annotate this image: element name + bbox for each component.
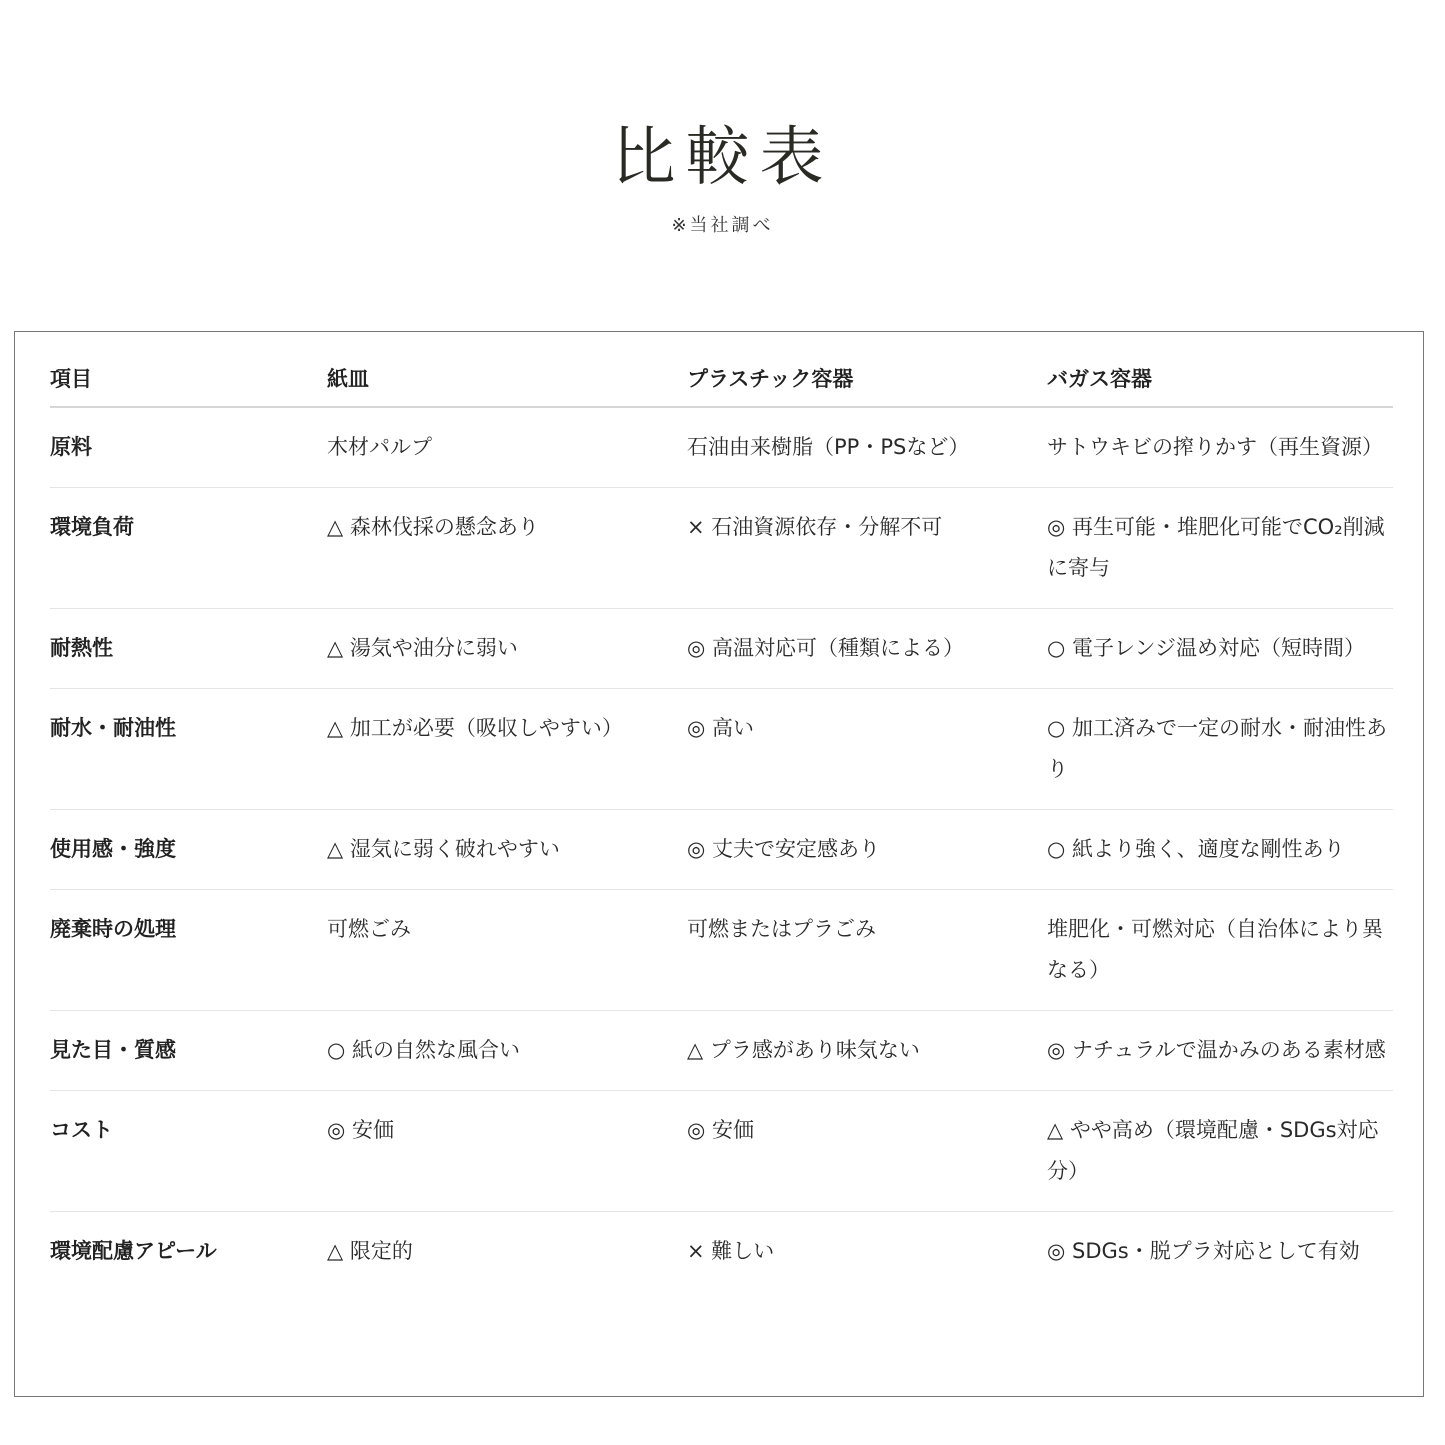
table-header-row [50,349,1393,407]
paper-plate-cell: △ 湿気に弱く破れやすい [327,810,687,890]
table-row [50,890,1393,1011]
bagasse-container-cell: 堆肥化・可燃対応（自治体により異なる） [1047,890,1393,1011]
row-label: 耐熱性 [50,609,327,689]
bagasse-container-cell: ○ 電子レンジ温め対応（短時間） [1047,609,1393,689]
row-label: コスト [50,1091,327,1212]
paper-plate-cell: △ 限定的 [327,1239,413,1263]
plastic-container-cell: △ プラ感があり味気ない [687,1011,1047,1091]
plastic-container-cell: 石油由来樹脂（PP・PSなど） [687,407,1047,488]
bagasse-container-cell: △ やや高め（環境配慮・SDGs対応分） [1047,1091,1393,1212]
paper-plate-cell: △ 湯気や油分に弱い [327,609,687,689]
column-header-item: 項目 [50,349,327,407]
table-row [50,1212,1393,1292]
plastic-container-cell: ◎ 高い [687,689,1047,810]
column-header-bagasse-container: バガス容器 [1047,349,1393,407]
bagasse-container-cell: ○ 加工済みで一定の耐水・耐油性あり [1047,689,1393,810]
column-header-plastic-container: プラスチック容器 [687,349,1047,407]
plastic-container-cell: ◎ 丈夫で安定感あり [687,810,1047,890]
bagasse-container-cell: ◎ ナチュラルで温かみのある素材感 [1047,1011,1393,1091]
paper-plate-cell: ○ 紙の自然な風合い [327,1011,687,1091]
row-label: 耐水・耐油性 [50,689,327,810]
bagasse-container-cell: ○ 紙より強く、適度な剛性あり [1047,810,1393,890]
bagasse-container-cell: ◎ SDGs・脱プラ対応として有効 [1047,1239,1360,1263]
comparison-table [50,349,1393,1291]
row-label: 廃棄時の処理 [50,890,327,1011]
plastic-container-cell: × 石油資源依存・分解不可 [687,488,1047,609]
row-label: 環境負荷 [50,488,327,609]
table-row [50,609,1393,689]
row-label: 環境配慮アピール [50,1239,217,1263]
paper-plate-cell: ◎ 安価 [327,1091,687,1212]
paper-plate-cell: △ 森林伐採の懸念あり [327,488,687,609]
plastic-container-cell: ◎ 安価 [687,1091,1047,1212]
comparison-table-frame [14,331,1424,1397]
paper-plate-cell: 可燃ごみ [327,890,687,1011]
plastic-container-cell: ◎ 高温対応可（種類による） [687,609,1047,689]
table-row [50,488,1393,609]
paper-plate-cell: 木材パルプ [327,407,687,488]
paper-plate-cell: △ 加工が必要（吸収しやすい） [327,689,687,810]
column-header-paper-plate: 紙皿 [327,349,687,407]
table-row [50,1011,1393,1091]
survey-note: ※当社調べ [671,215,774,236]
table-row [50,407,1393,488]
plastic-container-cell: × 難しい [687,1239,775,1263]
bagasse-container-cell: ◎ 再生可能・堆肥化可能でCO₂削減に寄与 [1047,488,1393,609]
table-row [50,689,1393,810]
bagasse-container-cell: サトウキビの搾りかす（再生資源） [1047,407,1393,488]
table-row [50,810,1393,890]
plastic-container-cell: 可燃またはプラごみ [687,890,1047,1011]
page-title: 比較表 [611,121,834,195]
table-row [50,1091,1393,1212]
row-label: 原料 [50,407,327,488]
row-label: 使用感・強度 [50,810,327,890]
row-label: 見た目・質感 [50,1011,327,1091]
